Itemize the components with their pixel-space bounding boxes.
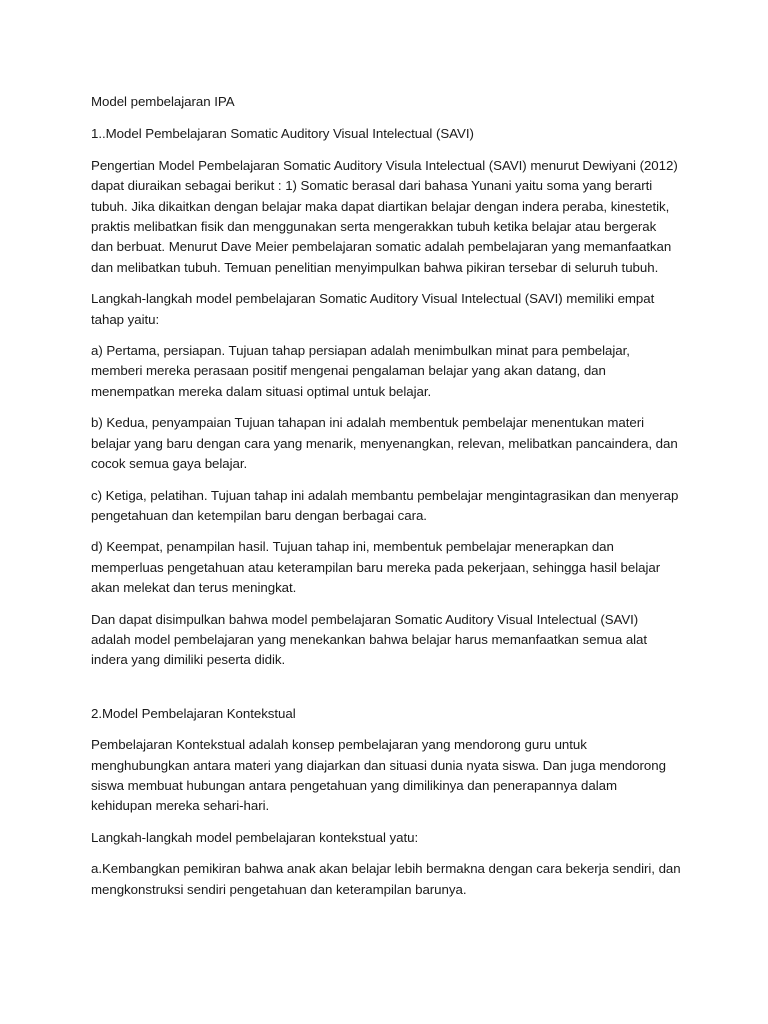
section1-step-c: c) Ketiga, pelatihan. Tujuan tahap ini adalah membantu pembelajar mengintagrasikan dan menyerap pengetahuan dan ketempilan baru dengan berbagai cara. <box>91 487 679 523</box>
section1-step-d: d) Keempat, penampilan hasil. Tujuan tahap ini, membentuk pembelajar menerapkan dan memperluas pengetahuan atau keterampilan baru mereka pada pekerjaan, sehingga hasil belajar akan melekat dan terus meningkat. <box>91 539 661 596</box>
document-body <box>91 92 681 911</box>
section1-paragraph-steps-intro: Langkah-langkah model pembelajaran Somatic Auditory Visual Intelectual (SAVI) memiliki empat tahap yaitu: <box>91 291 655 327</box>
section1-paragraph-definition: Pengertian Model Pembelajaran Somatic Auditory Visula Intelectual (SAVI) menurut Dewiyani (2012) dapat diuraikan sebagai berikut : 1) Somatic berasal dari bahasa Yunani yaitu soma yang berarti tubuh. Jika dikaitkan dengan belajar maka dapat diartikan belajar dengan indera peraba, kinestetik, praktis melibatkan fisik dan menggunakan serta mengerakkan tubuh ketika belajar atau bergerak dan berbuat. Menurut Dave Meier pembelajaran somatic adalah pembelajaran yang memanfaatkan dan melibatkan tubuh. Temuan penelitian menyimpulkan bahwa pikiran tersebar di seluruh tubuh. <box>91 157 678 275</box>
section2-paragraph-definition: Pembelajaran Kontekstual adalah konsep pembelajaran yang mendorong guru untuk menghubungkan antara materi yang diajarkan dan situasi dunia nyata siswa. Dan juga mendorong siswa membuat hubungan antara pengetahuan yang dimilikinya dan penerapannya dalam kehidupan mereka sehari-hari. <box>91 737 666 814</box>
document-title: Model pembelajaran IPA <box>91 94 235 109</box>
section1-step-a: a) Pertama, persiapan. Tujuan tahap persiapan adalah menimbulkan minat para pembelajar, memberi mereka perasaan positif mengenai pengalaman belajar yang akan datang, dan menempatkan mereka dalam situasi optimal untuk belajar. <box>91 343 630 399</box>
section2-heading: 2.Model Pembelajaran Kontekstual <box>91 705 296 721</box>
section1-heading: 1..Model Pembelajaran Somatic Auditory Visual Intelectual (SAVI) <box>91 126 474 142</box>
section1-step-b: b) Kedua, penyampaian Tujuan tahapan ini adalah membentuk pembelajar menentukan materi belajar yang baru dengan cara yang menarik, menyenangkan, relevan, melibatkan pancaindera, dan cocok semua gaya belajar. <box>91 415 678 472</box>
section2-step-a: a.Kembangkan pemikiran bahwa anak akan belajar lebih bermakna dengan cara bekerja sendiri, dan mengkonstruksi sendiri pengetahuan dan keterampilan barunya. <box>91 861 681 897</box>
section2-paragraph-steps-intro: Langkah-langkah model pembelajaran kontekstual yatu: <box>91 829 419 845</box>
section1-conclusion: Dan dapat disimpulkan bahwa model pembelajaran Somatic Auditory Visual Intelectual (SAVI) adalah model pembelajaran yang menekankan bahwa belajar harus memanfaatkan semua alat indera yang dimiliki peserta didik. <box>91 611 648 668</box>
